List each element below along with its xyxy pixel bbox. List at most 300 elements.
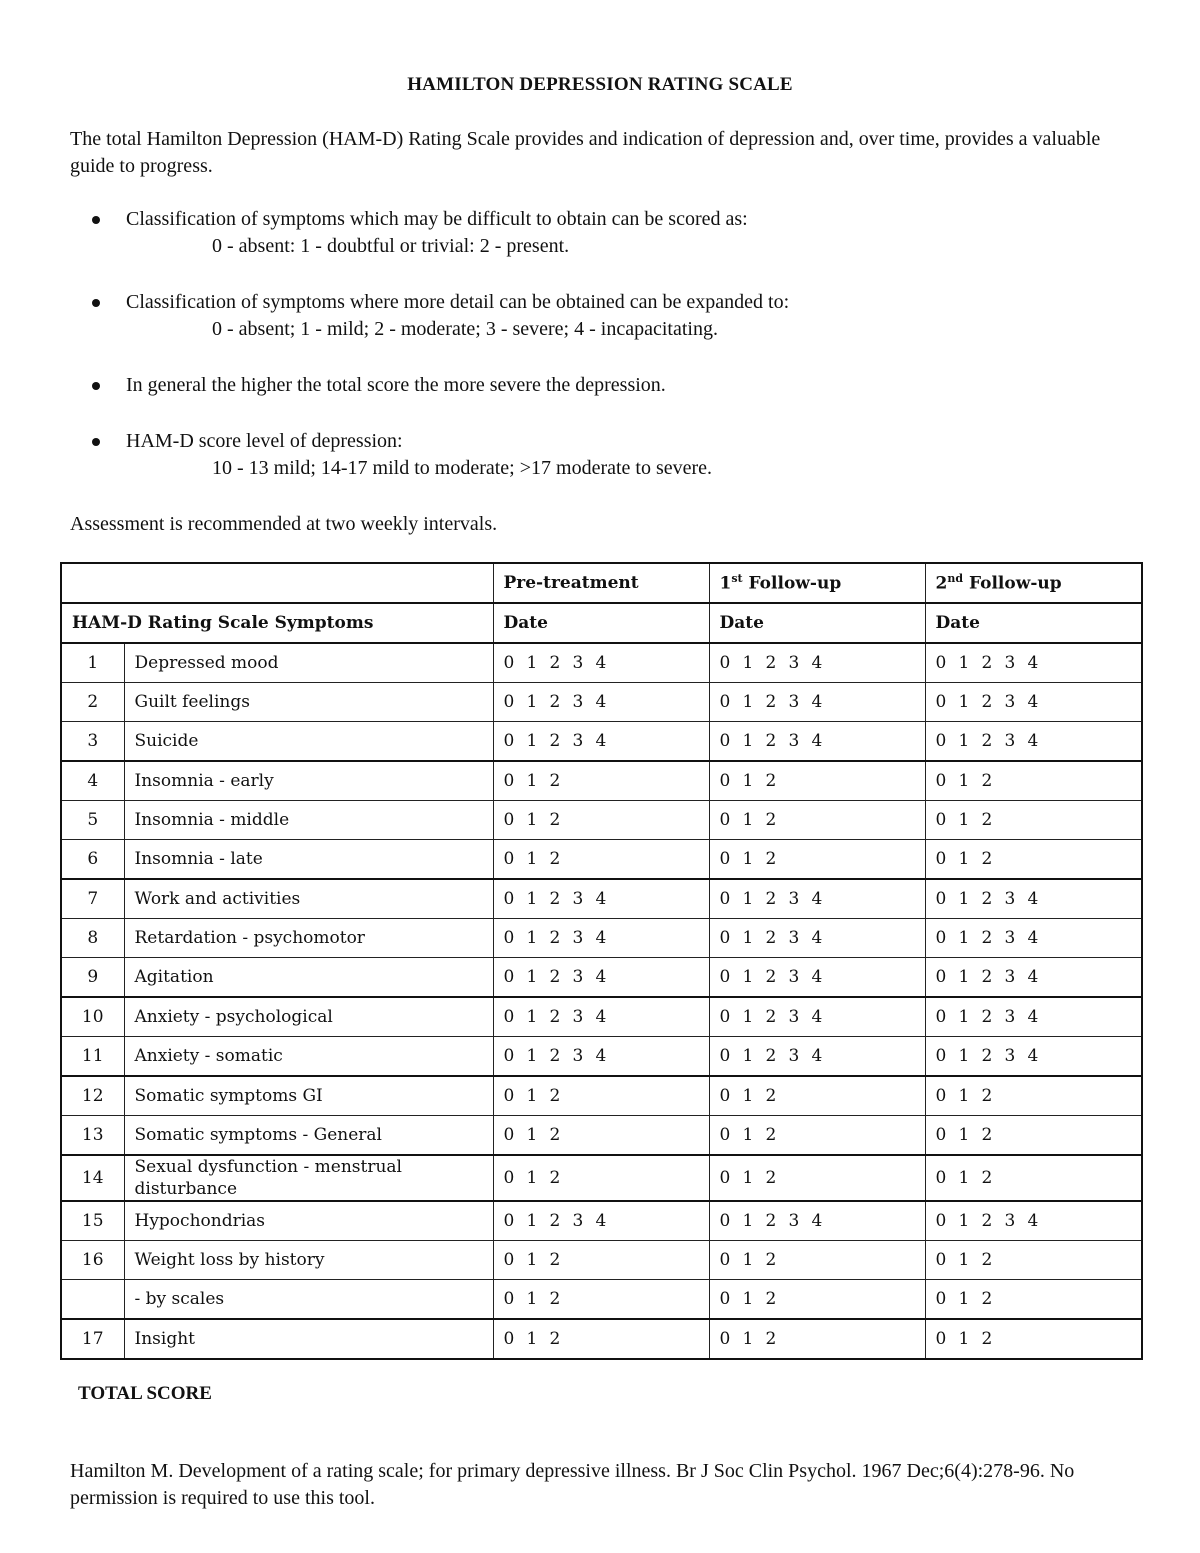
- score-option[interactable]: 0: [503, 1046, 515, 1066]
- score-option[interactable]: 2: [981, 692, 993, 712]
- item-number: 3: [61, 722, 124, 762]
- score-option[interactable]: 2: [765, 692, 777, 712]
- score-options: [493, 997, 709, 1037]
- score-option[interactable]: 3: [788, 928, 800, 948]
- score-option[interactable]: 4: [595, 692, 607, 712]
- score-option[interactable]: 3: [572, 1007, 584, 1027]
- score-option[interactable]: 1: [958, 1211, 970, 1231]
- score-option[interactable]: 0: [503, 810, 515, 830]
- score-options: [493, 1155, 709, 1201]
- score-option[interactable]: 1: [526, 849, 538, 869]
- score-option[interactable]: 0: [935, 1329, 947, 1349]
- score-option[interactable]: 0: [503, 1250, 515, 1270]
- score-option[interactable]: 0: [503, 653, 515, 673]
- score-option[interactable]: 3: [572, 653, 584, 673]
- score-option[interactable]: 0: [503, 1007, 515, 1027]
- total-score-label: TOTAL SCORE: [78, 1383, 212, 1404]
- score-option[interactable]: 1: [742, 1007, 754, 1027]
- score-option[interactable]: 4: [811, 928, 823, 948]
- score-options: [709, 1241, 925, 1280]
- score-option[interactable]: 0: [503, 692, 515, 712]
- score-option[interactable]: 4: [1027, 967, 1039, 987]
- score-option[interactable]: 4: [1027, 653, 1039, 673]
- score-option[interactable]: 4: [811, 1211, 823, 1231]
- score-option[interactable]: 0: [719, 771, 731, 791]
- score-option[interactable]: 0: [503, 967, 515, 987]
- score-option[interactable]: 3: [1004, 1007, 1016, 1027]
- score-option[interactable]: 0: [719, 692, 731, 712]
- score-option[interactable]: 1: [958, 889, 970, 909]
- table-row: [61, 840, 1142, 880]
- score-options: [709, 1155, 925, 1201]
- header-pre-treatment: Pre-treatment: [493, 563, 709, 603]
- score-option[interactable]: 2: [981, 771, 993, 791]
- score-option[interactable]: 0: [719, 1289, 731, 1309]
- header-second-follow-up: [925, 563, 1142, 603]
- score-option[interactable]: 4: [1027, 1046, 1039, 1066]
- score-option[interactable]: 4: [811, 692, 823, 712]
- score-options: [925, 1155, 1142, 1201]
- score-option[interactable]: 1: [526, 731, 538, 751]
- score-options: [925, 919, 1142, 958]
- score-option[interactable]: 1: [958, 1046, 970, 1066]
- score-options: [709, 643, 925, 683]
- score-option[interactable]: 2: [549, 889, 561, 909]
- bullet-list: [70, 206, 1130, 511]
- score-option[interactable]: 0: [503, 1168, 515, 1188]
- score-option[interactable]: 1: [958, 1329, 970, 1349]
- score-option[interactable]: 0: [935, 1125, 947, 1145]
- symptom-label: Somatic symptoms - General: [124, 1116, 493, 1156]
- score-option[interactable]: 2: [981, 1329, 993, 1349]
- score-option[interactable]: 1: [742, 928, 754, 948]
- score-option[interactable]: 1: [742, 1211, 754, 1231]
- item-number: 8: [61, 919, 124, 958]
- score-option[interactable]: 2: [765, 967, 777, 987]
- score-options: [493, 958, 709, 998]
- score-option[interactable]: 2: [765, 771, 777, 791]
- score-option[interactable]: 4: [811, 1046, 823, 1066]
- score-options: [925, 958, 1142, 998]
- item-number: 10: [61, 997, 124, 1037]
- intro-paragraph: The total Hamilton Depression (HAM-D) Rating Scale provides and indication of depression and, over time, provides a valuable guide to progress.: [70, 128, 1101, 177]
- score-option[interactable]: 1: [958, 771, 970, 791]
- table-subheader-row: [61, 603, 1142, 643]
- score-option[interactable]: 0: [719, 1250, 731, 1270]
- score-option[interactable]: 1: [742, 1250, 754, 1270]
- score-option[interactable]: 2: [981, 653, 993, 673]
- score-option[interactable]: 1: [742, 810, 754, 830]
- score-option[interactable]: 2: [981, 849, 993, 869]
- score-option[interactable]: 1: [958, 1007, 970, 1027]
- score-option[interactable]: 0: [719, 731, 731, 751]
- score-option[interactable]: 0: [719, 1046, 731, 1066]
- score-option[interactable]: 1: [742, 1086, 754, 1106]
- score-option[interactable]: 1: [742, 1125, 754, 1145]
- score-option[interactable]: 2: [549, 810, 561, 830]
- score-option[interactable]: 4: [1027, 889, 1039, 909]
- score-option[interactable]: 1: [742, 692, 754, 712]
- date-cell: Date: [709, 603, 925, 643]
- score-options: [493, 722, 709, 762]
- score-option[interactable]: 3: [1004, 1211, 1016, 1231]
- score-option[interactable]: 1: [958, 731, 970, 751]
- score-option[interactable]: 1: [526, 653, 538, 673]
- bullet-dot-icon: [92, 299, 100, 307]
- score-option[interactable]: 4: [1027, 928, 1039, 948]
- score-option[interactable]: 2: [549, 1211, 561, 1231]
- score-option[interactable]: 1: [526, 889, 538, 909]
- score-option[interactable]: 4: [811, 889, 823, 909]
- item-number: 12: [61, 1076, 124, 1116]
- score-option[interactable]: 2: [765, 849, 777, 869]
- score-option[interactable]: 4: [595, 653, 607, 673]
- score-option[interactable]: 0: [719, 889, 731, 909]
- score-option[interactable]: 2: [765, 1168, 777, 1188]
- score-option[interactable]: 0: [935, 653, 947, 673]
- score-option[interactable]: 3: [572, 1211, 584, 1231]
- score-option[interactable]: 2: [981, 1125, 993, 1145]
- score-option[interactable]: 0: [935, 771, 947, 791]
- score-option[interactable]: 2: [981, 810, 993, 830]
- score-option[interactable]: 0: [719, 1329, 731, 1349]
- score-option[interactable]: 1: [958, 928, 970, 948]
- page-title: HAMILTON DEPRESSION RATING SCALE: [407, 74, 793, 95]
- symptom-label: Agitation: [124, 958, 493, 998]
- item-number: 4: [61, 761, 124, 801]
- table-row: [61, 919, 1142, 958]
- score-option[interactable]: 3: [572, 731, 584, 751]
- score-option[interactable]: 1: [526, 1250, 538, 1270]
- score-option[interactable]: 4: [595, 731, 607, 751]
- score-option[interactable]: 2: [981, 731, 993, 751]
- score-option[interactable]: 4: [1027, 731, 1039, 751]
- header-empty-cell: [61, 563, 493, 603]
- score-option[interactable]: 3: [1004, 653, 1016, 673]
- score-option[interactable]: 2: [549, 1046, 561, 1066]
- score-option[interactable]: 2: [549, 1168, 561, 1188]
- score-option[interactable]: 3: [1004, 1046, 1016, 1066]
- score-option[interactable]: 1: [958, 849, 970, 869]
- score-option[interactable]: 0: [935, 1211, 947, 1231]
- score-option[interactable]: 1: [526, 810, 538, 830]
- score-option[interactable]: 1: [742, 1329, 754, 1349]
- score-option[interactable]: 0: [935, 849, 947, 869]
- score-option[interactable]: 1: [526, 1329, 538, 1349]
- score-option[interactable]: 0: [935, 1007, 947, 1027]
- symptom-label: Anxiety - somatic: [124, 1037, 493, 1077]
- score-options: [709, 1116, 925, 1156]
- score-option[interactable]: 0: [503, 1289, 515, 1309]
- score-option[interactable]: 1: [526, 1007, 538, 1027]
- score-option[interactable]: 1: [526, 771, 538, 791]
- score-option[interactable]: 0: [719, 810, 731, 830]
- score-option[interactable]: 3: [788, 653, 800, 673]
- bullet-subtext: 0 - absent; 1 - mild; 2 - moderate; 3 - severe; 4 - incapacitating.: [212, 318, 718, 340]
- score-option[interactable]: 0: [503, 1329, 515, 1349]
- score-option[interactable]: 3: [788, 1046, 800, 1066]
- score-option[interactable]: 2: [765, 1125, 777, 1145]
- score-option[interactable]: 2: [549, 1007, 561, 1027]
- score-option[interactable]: 1: [742, 1046, 754, 1066]
- score-option[interactable]: 2: [981, 1168, 993, 1188]
- score-option[interactable]: 0: [935, 1046, 947, 1066]
- score-option[interactable]: 4: [595, 1046, 607, 1066]
- score-option[interactable]: 0: [503, 889, 515, 909]
- score-option[interactable]: 3: [1004, 889, 1016, 909]
- bullet-text: HAM-D score level of depression:: [126, 430, 403, 452]
- score-option[interactable]: 2: [765, 1007, 777, 1027]
- score-option[interactable]: 3: [572, 1046, 584, 1066]
- score-options: [925, 840, 1142, 880]
- table-row: [61, 1155, 1142, 1201]
- symptom-label: Weight loss by history: [124, 1241, 493, 1280]
- score-option[interactable]: 2: [549, 1250, 561, 1270]
- score-option[interactable]: 4: [1027, 1211, 1039, 1231]
- score-option[interactable]: 3: [572, 889, 584, 909]
- item-number: 16: [61, 1241, 124, 1280]
- symptom-label: Somatic symptoms GI: [124, 1076, 493, 1116]
- symptom-label: Hypochondrias: [124, 1201, 493, 1241]
- score-option[interactable]: 0: [503, 1125, 515, 1145]
- score-option[interactable]: 2: [765, 1329, 777, 1349]
- score-options: [709, 683, 925, 722]
- symptom-label: Insomnia - middle: [124, 801, 493, 840]
- score-option[interactable]: 0: [719, 653, 731, 673]
- score-option[interactable]: 4: [811, 731, 823, 751]
- score-options: [925, 1241, 1142, 1280]
- score-option[interactable]: 2: [549, 928, 561, 948]
- item-number: 13: [61, 1116, 124, 1156]
- ordinal-suffix: st: [731, 572, 743, 586]
- score-option[interactable]: 0: [503, 849, 515, 869]
- score-options: [925, 1280, 1142, 1320]
- score-option[interactable]: 2: [765, 731, 777, 751]
- score-option[interactable]: 4: [595, 1007, 607, 1027]
- score-option[interactable]: 0: [719, 1211, 731, 1231]
- table-row: [61, 1319, 1142, 1359]
- score-option[interactable]: 1: [742, 731, 754, 751]
- symptom-label: Work and activities: [124, 879, 493, 919]
- score-option[interactable]: 1: [958, 1125, 970, 1145]
- score-option[interactable]: 0: [935, 928, 947, 948]
- score-option[interactable]: 0: [935, 889, 947, 909]
- score-option[interactable]: 0: [935, 731, 947, 751]
- bullet-subtext: 10 - 13 mild; 14-17 mild to moderate; >17 moderate to severe.: [212, 457, 713, 479]
- score-option[interactable]: 2: [981, 889, 993, 909]
- bullet-text: In general the higher the total score the more severe the depression.: [126, 374, 666, 396]
- score-options: [493, 840, 709, 880]
- score-option[interactable]: 1: [742, 1168, 754, 1188]
- score-option[interactable]: 1: [958, 1289, 970, 1309]
- score-option[interactable]: 3: [788, 1211, 800, 1231]
- score-option[interactable]: 3: [572, 692, 584, 712]
- rating-table: [60, 562, 1143, 1360]
- score-option[interactable]: 1: [958, 653, 970, 673]
- score-options: [493, 919, 709, 958]
- score-option[interactable]: 0: [935, 810, 947, 830]
- score-option[interactable]: 0: [503, 1211, 515, 1231]
- score-option[interactable]: 0: [935, 967, 947, 987]
- score-options: [925, 879, 1142, 919]
- score-option[interactable]: 2: [765, 1046, 777, 1066]
- score-option[interactable]: 2: [981, 928, 993, 948]
- score-option[interactable]: 2: [765, 1289, 777, 1309]
- score-option[interactable]: 3: [788, 1007, 800, 1027]
- score-options: [709, 840, 925, 880]
- score-option[interactable]: 2: [549, 692, 561, 712]
- score-option[interactable]: 0: [719, 849, 731, 869]
- score-option[interactable]: 1: [526, 1046, 538, 1066]
- table-row: [61, 958, 1142, 998]
- table-row: [61, 1037, 1142, 1077]
- score-option[interactable]: 4: [595, 967, 607, 987]
- score-options: [709, 1280, 925, 1320]
- score-option[interactable]: 3: [572, 928, 584, 948]
- score-option[interactable]: 0: [719, 1125, 731, 1145]
- bullet-subtext: 0 - absent: 1 - doubtful or trivial: 2 - present.: [212, 235, 570, 257]
- table-row: [61, 643, 1142, 683]
- score-option[interactable]: 1: [742, 653, 754, 673]
- score-option[interactable]: 2: [549, 1086, 561, 1106]
- score-option[interactable]: 4: [595, 1211, 607, 1231]
- score-option[interactable]: 2: [765, 889, 777, 909]
- bullet-dot-icon: [92, 438, 100, 446]
- score-option[interactable]: 3: [1004, 731, 1016, 751]
- score-option[interactable]: 1: [742, 1289, 754, 1309]
- score-option[interactable]: 2: [549, 653, 561, 673]
- score-option[interactable]: 1: [526, 1211, 538, 1231]
- score-option[interactable]: 1: [526, 1289, 538, 1309]
- score-option[interactable]: 2: [981, 1211, 993, 1231]
- score-option[interactable]: 0: [935, 1168, 947, 1188]
- item-number: 15: [61, 1201, 124, 1241]
- score-option[interactable]: 3: [572, 967, 584, 987]
- score-option[interactable]: 1: [958, 967, 970, 987]
- table-row: [61, 1116, 1142, 1156]
- score-option[interactable]: 3: [1004, 967, 1016, 987]
- score-options: [709, 919, 925, 958]
- score-option[interactable]: 0: [719, 1007, 731, 1027]
- score-options: [493, 1076, 709, 1116]
- score-option[interactable]: 2: [549, 731, 561, 751]
- score-option[interactable]: 0: [503, 1086, 515, 1106]
- score-option[interactable]: 4: [811, 967, 823, 987]
- score-option[interactable]: 4: [595, 928, 607, 948]
- score-option[interactable]: 2: [981, 1007, 993, 1027]
- score-option[interactable]: 1: [958, 692, 970, 712]
- symptom-label: Guilt feelings: [124, 683, 493, 722]
- symptom-label: Insomnia - late: [124, 840, 493, 880]
- score-option[interactable]: 1: [742, 849, 754, 869]
- score-option[interactable]: 2: [549, 849, 561, 869]
- score-options: [709, 879, 925, 919]
- bullet-text: Classification of symptoms which may be difficult to obtain can be scored as:: [126, 208, 748, 230]
- score-option[interactable]: 2: [765, 653, 777, 673]
- score-option[interactable]: 4: [595, 889, 607, 909]
- score-option[interactable]: 2: [981, 967, 993, 987]
- score-option[interactable]: 0: [503, 731, 515, 751]
- score-option[interactable]: 2: [549, 1125, 561, 1145]
- score-option[interactable]: 1: [526, 692, 538, 712]
- score-option[interactable]: 1: [526, 1086, 538, 1106]
- score-option[interactable]: 1: [742, 771, 754, 791]
- symptom-label: Insomnia - early: [124, 761, 493, 801]
- score-option[interactable]: 2: [765, 928, 777, 948]
- item-number: 11: [61, 1037, 124, 1077]
- table-row: [61, 683, 1142, 722]
- score-option[interactable]: 1: [958, 1086, 970, 1106]
- score-option[interactable]: 1: [526, 928, 538, 948]
- table-row: [61, 722, 1142, 762]
- score-option[interactable]: 0: [503, 771, 515, 791]
- score-option[interactable]: 3: [788, 692, 800, 712]
- score-option[interactable]: 4: [811, 653, 823, 673]
- score-option[interactable]: 2: [981, 1289, 993, 1309]
- score-option[interactable]: 1: [958, 1168, 970, 1188]
- score-option[interactable]: 2: [765, 1250, 777, 1270]
- score-option[interactable]: 2: [981, 1046, 993, 1066]
- score-option[interactable]: 3: [1004, 692, 1016, 712]
- follow-up-label: Follow-up: [742, 573, 842, 594]
- score-option[interactable]: 1: [526, 1125, 538, 1145]
- item-number: 14: [61, 1155, 124, 1201]
- assessment-note: Assessment is recommended at two weekly intervals.: [70, 513, 498, 535]
- score-option[interactable]: 2: [981, 1250, 993, 1270]
- score-option[interactable]: 3: [788, 967, 800, 987]
- score-option[interactable]: 0: [719, 1086, 731, 1106]
- score-option[interactable]: 2: [549, 1329, 561, 1349]
- score-option[interactable]: 3: [1004, 928, 1016, 948]
- symptom-label: Anxiety - psychological: [124, 997, 493, 1037]
- score-option[interactable]: 2: [765, 1211, 777, 1231]
- citation: Hamilton M. Development of a rating scale; for primary depressive illness. Br J Soc Clin Psychol. 1967 Dec;6(4):278-96. No permission is required to use this tool.: [70, 1460, 1075, 1509]
- score-option[interactable]: 0: [935, 1289, 947, 1309]
- score-option[interactable]: 0: [719, 967, 731, 987]
- score-option[interactable]: 4: [1027, 692, 1039, 712]
- score-option[interactable]: 2: [549, 771, 561, 791]
- score-option[interactable]: 0: [719, 928, 731, 948]
- score-option[interactable]: 2: [765, 1086, 777, 1106]
- score-option[interactable]: 3: [788, 731, 800, 751]
- score-option[interactable]: 0: [935, 1086, 947, 1106]
- score-option[interactable]: 1: [742, 889, 754, 909]
- score-option[interactable]: 0: [935, 1250, 947, 1270]
- score-option[interactable]: 2: [765, 810, 777, 830]
- table-row: [61, 801, 1142, 840]
- score-option[interactable]: 1: [742, 967, 754, 987]
- score-option[interactable]: 3: [788, 889, 800, 909]
- score-option[interactable]: 1: [958, 1250, 970, 1270]
- score-options: [493, 1319, 709, 1359]
- score-option[interactable]: 1: [526, 967, 538, 987]
- score-option[interactable]: 4: [811, 1007, 823, 1027]
- score-option[interactable]: 1: [526, 1168, 538, 1188]
- score-option[interactable]: 0: [503, 928, 515, 948]
- symptoms-header: HAM-D Rating Scale Symptoms: [61, 603, 493, 643]
- score-option[interactable]: 4: [1027, 1007, 1039, 1027]
- score-option[interactable]: 0: [719, 1168, 731, 1188]
- score-option[interactable]: 1: [958, 810, 970, 830]
- item-number: 6: [61, 840, 124, 880]
- date-cell: Date: [493, 603, 709, 643]
- item-number: 2: [61, 683, 124, 722]
- score-option[interactable]: 2: [549, 1289, 561, 1309]
- score-option[interactable]: 2: [981, 1086, 993, 1106]
- score-option[interactable]: 2: [549, 967, 561, 987]
- score-option[interactable]: 0: [935, 692, 947, 712]
- score-options: [709, 1319, 925, 1359]
